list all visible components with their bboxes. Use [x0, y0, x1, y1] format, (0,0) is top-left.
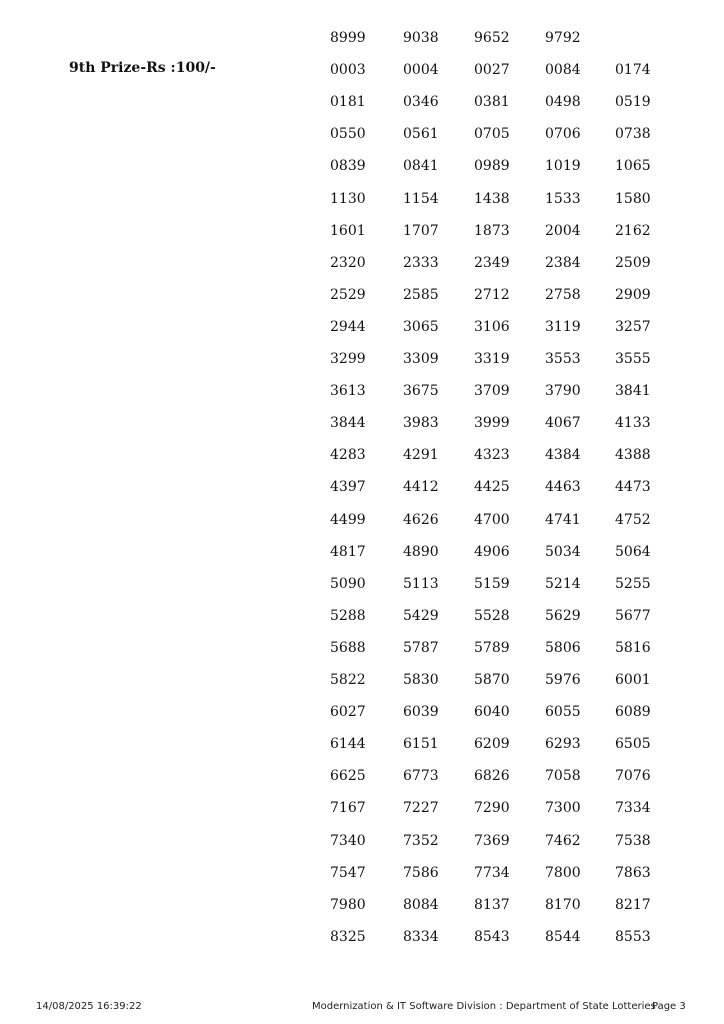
ticket-number: 2320: [330, 255, 366, 271]
number-row: [0, 253, 724, 273]
ticket-number: 1154: [403, 191, 439, 207]
ticket-number: 3983: [403, 415, 439, 431]
ticket-number: 8084: [403, 897, 439, 913]
ticket-number: 0839: [330, 158, 366, 174]
ticket-number: 6089: [615, 704, 651, 720]
ticket-number: 4906: [474, 544, 510, 560]
ticket-number: 4817: [330, 544, 366, 560]
ticket-number: 5113: [403, 576, 439, 592]
ticket-number: 4397: [330, 479, 366, 495]
ticket-number: 7800: [545, 865, 581, 881]
ticket-number: 5255: [615, 576, 651, 592]
ticket-number: 0841: [403, 158, 439, 174]
ticket-number: 8999: [330, 30, 366, 46]
ticket-number: 0381: [474, 94, 510, 110]
ticket-number: 6039: [403, 704, 439, 720]
ticket-number: 6055: [545, 704, 581, 720]
ticket-number: 1019: [545, 158, 581, 174]
ticket-number: 5787: [403, 640, 439, 656]
ticket-number: 4700: [474, 512, 510, 528]
ticket-number: 6505: [615, 736, 651, 752]
ticket-number: 2909: [615, 287, 651, 303]
ticket-number: 4388: [615, 447, 651, 463]
ticket-number: 0705: [474, 126, 510, 142]
number-row: [0, 831, 724, 851]
ticket-number: 7290: [474, 800, 510, 816]
number-row: [0, 606, 724, 626]
number-row: [0, 702, 724, 722]
ticket-number: 5064: [615, 544, 651, 560]
ticket-number: 5688: [330, 640, 366, 656]
ticket-number: 5034: [545, 544, 581, 560]
ticket-number: 6209: [474, 736, 510, 752]
number-row: [0, 670, 724, 690]
ticket-number: 4291: [403, 447, 439, 463]
ticket-number: 4741: [545, 512, 581, 528]
footer-timestamp: 14/08/2025 16:39:22: [36, 1001, 142, 1012]
ticket-number: 5090: [330, 576, 366, 592]
ticket-number: 5677: [615, 608, 651, 624]
ticket-number: 4384: [545, 447, 581, 463]
ticket-number: 5789: [474, 640, 510, 656]
ticket-number: 5429: [403, 608, 439, 624]
ticket-number: 5870: [474, 672, 510, 688]
ticket-number: 3613: [330, 383, 366, 399]
ticket-number: 3106: [474, 319, 510, 335]
number-row: [0, 60, 724, 80]
ticket-number: 6040: [474, 704, 510, 720]
ticket-number: 1065: [615, 158, 651, 174]
number-row: [0, 381, 724, 401]
ticket-number: 0561: [403, 126, 439, 142]
ticket-number: 2349: [474, 255, 510, 271]
ticket-number: 7863: [615, 865, 651, 881]
ticket-number: 2529: [330, 287, 366, 303]
number-row: [0, 189, 724, 209]
ticket-number: 4323: [474, 447, 510, 463]
number-row: [0, 285, 724, 305]
number-row: [0, 349, 724, 369]
ticket-number: 8325: [330, 929, 366, 945]
number-row: [0, 28, 724, 48]
ticket-number: 1533: [545, 191, 581, 207]
ticket-number: 4752: [615, 512, 651, 528]
ticket-number: 2944: [330, 319, 366, 335]
ticket-number: 2333: [403, 255, 439, 271]
ticket-number: 3675: [403, 383, 439, 399]
ticket-number: 6773: [403, 768, 439, 784]
number-row: [0, 734, 724, 754]
ticket-number: 4626: [403, 512, 439, 528]
ticket-number: 6151: [403, 736, 439, 752]
ticket-number: 7980: [330, 897, 366, 913]
ticket-number: 6001: [615, 672, 651, 688]
number-row: [0, 927, 724, 947]
ticket-number: 0181: [330, 94, 366, 110]
ticket-number: 7227: [403, 800, 439, 816]
ticket-number: 7369: [474, 833, 510, 849]
ticket-number: 0003: [330, 62, 366, 78]
ticket-number: 7334: [615, 800, 651, 816]
number-row: [0, 510, 724, 530]
ticket-number: 0084: [545, 62, 581, 78]
ticket-number: 0519: [615, 94, 651, 110]
ticket-number: 5159: [474, 576, 510, 592]
ticket-number: 1601: [330, 223, 366, 239]
ticket-number: 0738: [615, 126, 651, 142]
ticket-number: 1873: [474, 223, 510, 239]
ticket-number: 0346: [403, 94, 439, 110]
ticket-number: 8170: [545, 897, 581, 913]
ticket-number: 5806: [545, 640, 581, 656]
ticket-number: 4425: [474, 479, 510, 495]
ticket-number: 2004: [545, 223, 581, 239]
number-row: [0, 477, 724, 497]
ticket-number: 3257: [615, 319, 651, 335]
ticket-number: 3119: [545, 319, 581, 335]
ticket-number: 7076: [615, 768, 651, 784]
ticket-number: 3309: [403, 351, 439, 367]
number-row: [0, 863, 724, 883]
ticket-number: 8543: [474, 929, 510, 945]
ticket-number: 7586: [403, 865, 439, 881]
ticket-number: 5214: [545, 576, 581, 592]
number-row: [0, 766, 724, 786]
ticket-number: 3790: [545, 383, 581, 399]
ticket-number: 0174: [615, 62, 651, 78]
ticket-number: 9038: [403, 30, 439, 46]
ticket-number: 3065: [403, 319, 439, 335]
ticket-number: 2758: [545, 287, 581, 303]
ticket-number: 4890: [403, 544, 439, 560]
ticket-number: 8334: [403, 929, 439, 945]
number-row: [0, 574, 724, 594]
ticket-number: 3553: [545, 351, 581, 367]
number-row: [0, 638, 724, 658]
ticket-number: 2162: [615, 223, 651, 239]
ticket-number: 4283: [330, 447, 366, 463]
ticket-number: 5816: [615, 640, 651, 656]
ticket-number: 9652: [474, 30, 510, 46]
ticket-number: 8553: [615, 929, 651, 945]
ticket-number: 1580: [615, 191, 651, 207]
number-row: [0, 156, 724, 176]
ticket-number: 7058: [545, 768, 581, 784]
ticket-number: 7167: [330, 800, 366, 816]
ticket-number: 0004: [403, 62, 439, 78]
ticket-number: 7538: [615, 833, 651, 849]
ticket-number: 2509: [615, 255, 651, 271]
prize-label: 9th Prize-Rs :100/-: [69, 60, 216, 76]
ticket-number: 4499: [330, 512, 366, 528]
ticket-number: 8137: [474, 897, 510, 913]
ticket-number: 6144: [330, 736, 366, 752]
ticket-number: 7300: [545, 800, 581, 816]
ticket-number: 7547: [330, 865, 366, 881]
ticket-number: 1438: [474, 191, 510, 207]
ticket-number: 4473: [615, 479, 651, 495]
ticket-number: 3319: [474, 351, 510, 367]
ticket-number: 0498: [545, 94, 581, 110]
ticket-number: 2384: [545, 255, 581, 271]
number-row: [0, 895, 724, 915]
footer-page-number: Page 3: [652, 1001, 686, 1012]
number-row: [0, 92, 724, 112]
ticket-number: 4067: [545, 415, 581, 431]
ticket-number: 6826: [474, 768, 510, 784]
ticket-number: 7462: [545, 833, 581, 849]
ticket-number: 6027: [330, 704, 366, 720]
ticket-number: 4463: [545, 479, 581, 495]
ticket-number: 5288: [330, 608, 366, 624]
number-row: [0, 542, 724, 562]
ticket-number: 5528: [474, 608, 510, 624]
ticket-number: 0550: [330, 126, 366, 142]
number-row: [0, 124, 724, 144]
ticket-number: 0989: [474, 158, 510, 174]
ticket-number: 1130: [330, 191, 366, 207]
ticket-number: 4133: [615, 415, 651, 431]
ticket-number: 3555: [615, 351, 651, 367]
ticket-number: 3299: [330, 351, 366, 367]
ticket-number: 3841: [615, 383, 651, 399]
ticket-number: 7340: [330, 833, 366, 849]
ticket-number: 5629: [545, 608, 581, 624]
number-row: [0, 413, 724, 433]
ticket-number: 8544: [545, 929, 581, 945]
ticket-number: 3999: [474, 415, 510, 431]
number-row: [0, 798, 724, 818]
number-row: [0, 445, 724, 465]
ticket-number: 0706: [545, 126, 581, 142]
number-row: [0, 317, 724, 337]
ticket-number: 1707: [403, 223, 439, 239]
ticket-number: 5822: [330, 672, 366, 688]
ticket-number: 6625: [330, 768, 366, 784]
ticket-number: 0027: [474, 62, 510, 78]
ticket-number: 3709: [474, 383, 510, 399]
ticket-number: 3844: [330, 415, 366, 431]
ticket-number: 9792: [545, 30, 581, 46]
ticket-number: 5830: [403, 672, 439, 688]
ticket-number: 7352: [403, 833, 439, 849]
footer-division: Modernization & IT Software Division : Department of State Lotteries: [312, 1001, 656, 1012]
ticket-number: 2585: [403, 287, 439, 303]
number-row: [0, 221, 724, 241]
ticket-number: 8217: [615, 897, 651, 913]
ticket-number: 4412: [403, 479, 439, 495]
ticket-number: 5976: [545, 672, 581, 688]
ticket-number: 7734: [474, 865, 510, 881]
ticket-number: 6293: [545, 736, 581, 752]
ticket-number: 2712: [474, 287, 510, 303]
